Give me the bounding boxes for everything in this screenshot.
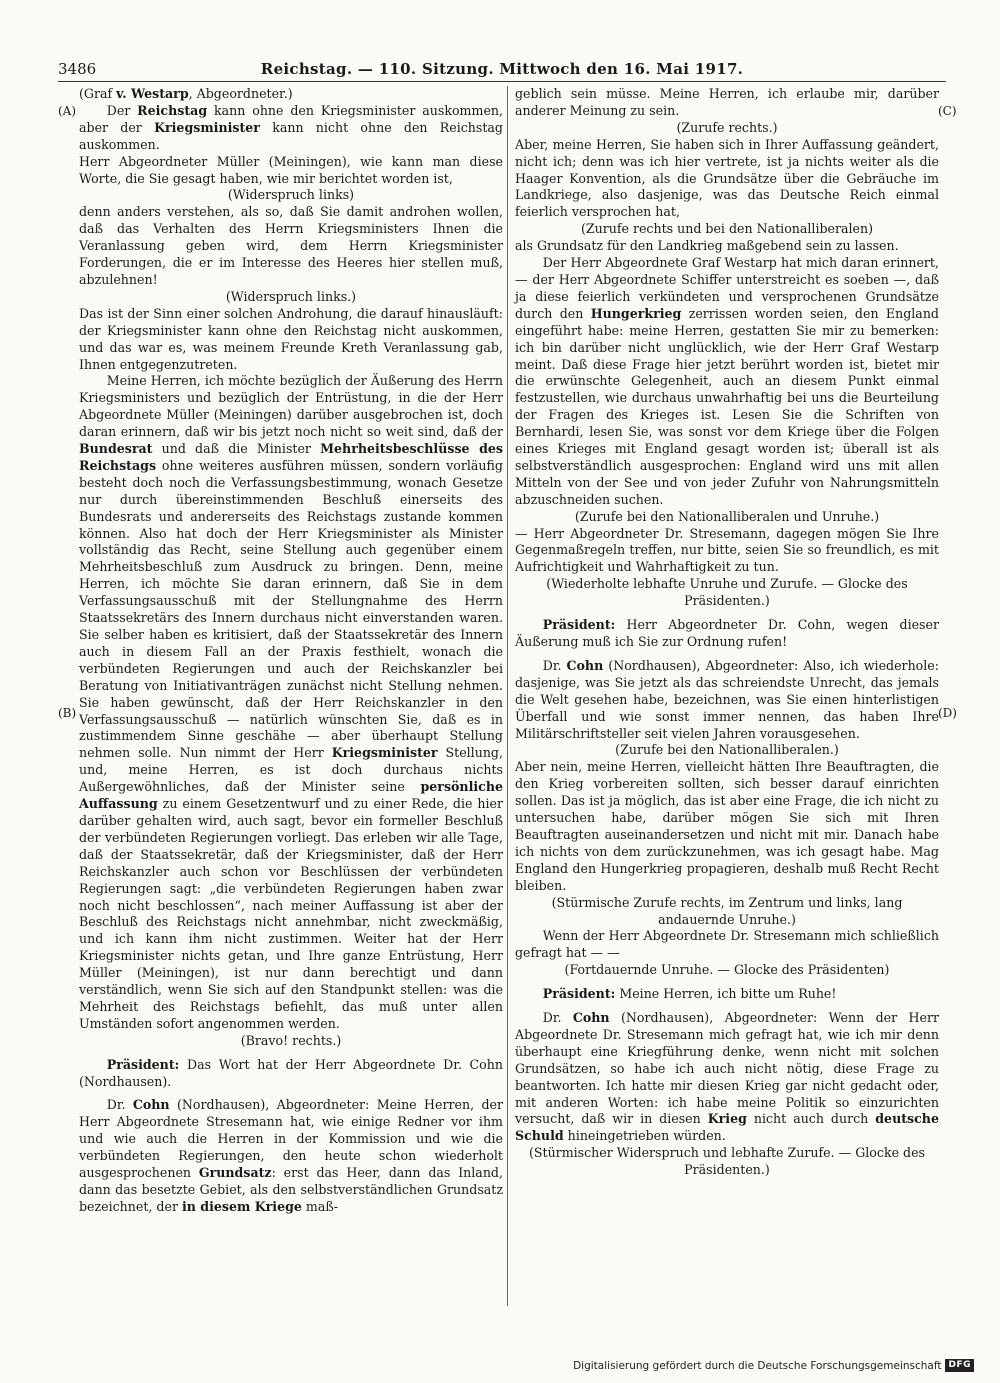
interjection: (Stürmische Zurufe rechts, im Zentrum und links, lang andauernde Unruhe.) [551,894,903,927]
dfg-logo: DFG [945,1359,974,1372]
president-statement: Präsident: Das Wort hat der Herr Abgeordnete Dr. Cohn (Nordhausen). [79,1056,503,1089]
speaker-paragraph: Dr. Cohn (Nordhausen), Abgeordneter: Wenn der Herr Abgeordnete Dr. Stresemann mich gefragt hat, wie ich mir denn überhaupt eine Kriegführung denke, wenn nicht mit solchen Grundsätzen, so habe ich auch nicht nötig, diese Frage zu beantworten. Ich hatte mir diesen Krieg gar nicht gedacht oder, mit anderen Worten: ich habe meine Politik so einzurichten versucht, daß wir in diesen Krieg nicht auch durch deutsche Schuld hineingetrieben würden. [515,1010,939,1144]
column-divider [507,86,508,1306]
margin-marker-d: (D) [938,706,957,720]
interjection: (Zurufe bei den Nationalliberalen.) [615,742,839,758]
speaker-paragraph: Dr. Cohn (Nordhausen), Abgeordneter: Also, ich wiederhole: dasjenige, was Sie jetzt als das schreiendste Unrecht, das jemals die Welt gesehen habe, bezeichnen, was Sie einen hinterlistigen Überfall und wie sonst immer nennen, das haben Ihre Militärschriftsteller seit vielen Jahren vorausgesehen. [515,657,939,741]
speaker-attribution: (Graf v. Westarp, Abgeordneter.) [79,86,293,101]
paragraph: Wenn der Herr Abgeordnete Dr. Stresemann mich schließlich gefragt hat — — [515,928,939,961]
interjection: (Wiederholte lebhafte Unruhe und Zurufe. — Glocke des Präsidenten.) [546,576,908,609]
president-statement: Präsident: Herr Abgeordneter Dr. Cohn, wegen dieser Äußerung muß ich Sie zur Ordnung rufen! [515,617,939,649]
page-header [58,58,946,80]
interjection: (Fortdauernde Unruhe. — Glocke des Präsidenten) [564,962,890,978]
interjection: (Bravo! rechts.) [240,1032,342,1048]
speaker-paragraph: Dr. Cohn (Nordhausen), Abgeordneter: Meine Herren, der Herr Abgeordnete Stresemann hat, wie einige Redner vor ihm und wie auch die Herren in der Kommission und wie die verbündeten Regierungen, den heute schon wiederholt ausgesprochenen Grundsatz: erst das Heer, dann das Inland, dann das besetzte Gebiet, als den selbstverständlichen Grundsatz bezeichnet, der in diesem Kriege maß- [79,1097,503,1214]
header-rule [58,81,946,82]
margin-marker-a: (A) [58,104,77,118]
paragraph: denn anders verstehen, als so, daß Sie damit androhen wollen, daß das Verhalten des Herrn Kriegsministers Ihnen die Veranlassung geben wird, dem Herrn Kriegsminister Forderungen, die er im Interesse des Heeres hier stellen muß, abzulehnen! [79,204,503,287]
footer-credit [573,1359,974,1372]
interjection: (Zurufe rechts und bei den Nationalliberalen) [580,221,874,237]
paragraph: als Grundsatz für den Landkrieg maßgebend sein zu lassen. [515,238,899,254]
paragraph: Aber, meine Herren, Sie haben sich in Ihrer Auffassung geändert, nicht ich; denn was ich hier vertrete, ist ja nichts weiter als die Haager Konvention, als die Grundsätze über die Gebräuche im Landkriege, also dasjenige, was das Deutsche Reich einmal feierlich versprochen hat, [515,136,939,220]
interjection: (Widerspruch links.) [225,288,357,304]
interjection: (Widerspruch links) [227,187,355,203]
page-number: 3486 [58,60,97,78]
margin-marker-c: (C) [938,104,957,118]
paragraph: — Herr Abgeordneter Dr. Stresemann, dagegen mögen Sie Ihre Gegenmaßregeln treffen, nur bitte, seien Sie so freundlich, es mit Aufrichtigkeit und Wahrhaftigkeit zu tun. [515,525,939,575]
running-title: Reichstag. — 110. Sitzung. Mittwoch den 16. Mai 1917. [260,60,744,78]
paragraph: Der Reichstag kann ohne den Kriegsminister auskommen, aber der Kriegsminister kann nicht ohne den Reichstag auskommen. [79,102,504,152]
interjection: (Zurufe bei den Nationalliberalen und Unruhe.) [574,508,880,524]
president-statement: Präsident: Meine Herren, ich bitte um Ruhe! [542,986,837,1002]
paragraph: geblich sein müsse. Meine Herren, ich erlaube mir, darüber anderer Meinung zu sein. [515,86,939,118]
footer-credit-text: Digitalisierung gefördert durch die Deutsche Forschungsgemeinschaft [573,1359,942,1372]
paragraph: Aber nein, meine Herren, vielleicht hätten Ihre Beauftragten, die den Krieg vorbereiten sollten, sich besser darauf einrichten sollen. Das ist ja möglich, das ist aber eine Frage, die ich nicht zu untersuchen habe, darüber mögen Sie sich mit Ihren Beauftragten auseinandersetzen und nicht mit mir. Danach habe ich nichts von dem zurückzunehmen, was ich gesagt habe. Mag England den Hungerkrieg propagieren, deshalb muß Recht Recht bleiben. [515,759,939,893]
interjection: (Stürmischer Widerspruch und lebhafte Zurufe. — Glocke des Präsidenten.) [528,1145,926,1178]
paragraph: Herr Abgeordneter Müller (Meiningen), wie kann man diese Worte, die Sie gesagt haben, wie mir berichtet worden ist, [79,153,503,186]
paragraph: Der Herr Abgeordnete Graf Westarp hat mich daran erinnert, — der Herr Abgeordnete Schiffer unterstreicht es soeben —, daß ja diese feierlich verkündeten und versprochenen Grundsätze durch den Hungerkrieg zerrissen worden seien, den England eingeführt habe: meine Herren, gestatten Sie mir zu bemerken: ich bin darüber nicht unglücklich, wie der Herr Graf Westarp meint. Daß diese Frage hier jetzt berührt worden ist, bietet mir die erwünschte Gelegenheit, auch an diesem Punkt einmal festzustellen, wie durchaus unwahrhaftig bei uns die Beurteilung der Fragen des Krieges ist. Lesen Sie die Schriften von Bernhardi, lesen Sie, was sonst vor dem Kriege über die Folgen eines Krieges mit England gesagt worden ist; überall ist als selbstverständlich ausgesprochen: England wird uns mit allen Mitteln von der See und von jeder Zufuhr von Nahrungsmitteln abzuschneiden suchen. [515,255,939,507]
left-column [79,86,503,1216]
margin-marker-b: (B) [58,706,77,720]
paragraph: Meine Herren, ich möchte bezüglich der Äußerung des Herrn Kriegsministers und bezüglich der Entrüstung, in die der Herr Abgeordnete Müller (Meiningen) darüber ausgebrochen ist, doch daran erinnern, daß wir bis jetzt noch nicht so weit sind, daß der Bundesrat und daß die Minister Mehrheitsbeschlüsse des Reichstags ohne weiteres ausführen müssen, sondern vorläufig besteht doch noch die Verfassungsbestimmung, wonach Gesetze nur durch übereinstimmenden Beschluß einerseits des Bundesrats und andererseits des Reichstags zustande kommen können. Also hat doch der Herr Kriegsminister als Minister vollständig das Recht, seine Stellung auch gegenüber einem Mehrheitsbeschluß zum Ausdruck zu bringen. Denn, meine Herren, ich möchte Sie daran erinnern, daß Sie in dem Verfassungsausschuß mit der Stellungnahme des Herrn Staatssekretärs des Innern durchaus nicht einverstanden waren. Sie selber haben es kritisiert, daß der Staatssekretär des Innern auch in diesem Fall an der Praxis festhielt, wonach die verbündeten Regierungen und auch der Reichskanzler bei Beratung von Initiativanträgen zunächst nicht Stellung nehmen. Sie haben gewünscht, daß der Herr Reichskanzler in den Verfassungsausschuß — natürlich wünschten Sie, daß es in zustimmendem Sinne geschähe — aber überhaupt Stellung nehmen solle. Nun nimmt der Herr Kriegsminister Stellung, und, meine Herren, es ist doch durchaus nichts Außergewöhnliches, daß der Minister seine persönliche Auffassung zu einem Gesetzentwurf und zu einer Rede, die hier darüber gehalten wird, auch sagt, bevor ein formeller Beschluß der verbündeten Regierungen vorliegt. Das erleben wir alle Tage, daß der Staatssekretär, daß der Kriegsminister, daß der Herr Reichskanzler auch schon vor Beschlüssen der verbündeten Regierungen sagt: „die verbündeten Regierungen haben zwar noch nicht beschlossen“, nach meiner Auffassung ist aber der Beschluß des Reichstags nicht annehmbar, nicht zweckmäßig, und ich kann ihm nicht zustimmen. Weiter hat der Herr Kriegsminister nichts getan, und Ihre ganze Entrüstung, Herr Müller (Meiningen), ist nur dann berechtigt und dann verständlich, wenn Sie sich auf den Standpunkt stellen: was die Mehrheit des Reichstags befiehlt, das muß unter allen Umständen sofort angenommen werden. [79,373,504,1031]
interjection: (Zurufe rechts.) [676,119,778,135]
right-column [515,86,939,1179]
paragraph: Das ist der Sinn einer solchen Androhung, die darauf hinausläuft: der Kriegsminister kann ohne den Reichstag nicht auskommen, und das war es, was meinem Freunde Kreth Veranlassung gab, Ihnen entgegenzutreten. [79,305,503,372]
